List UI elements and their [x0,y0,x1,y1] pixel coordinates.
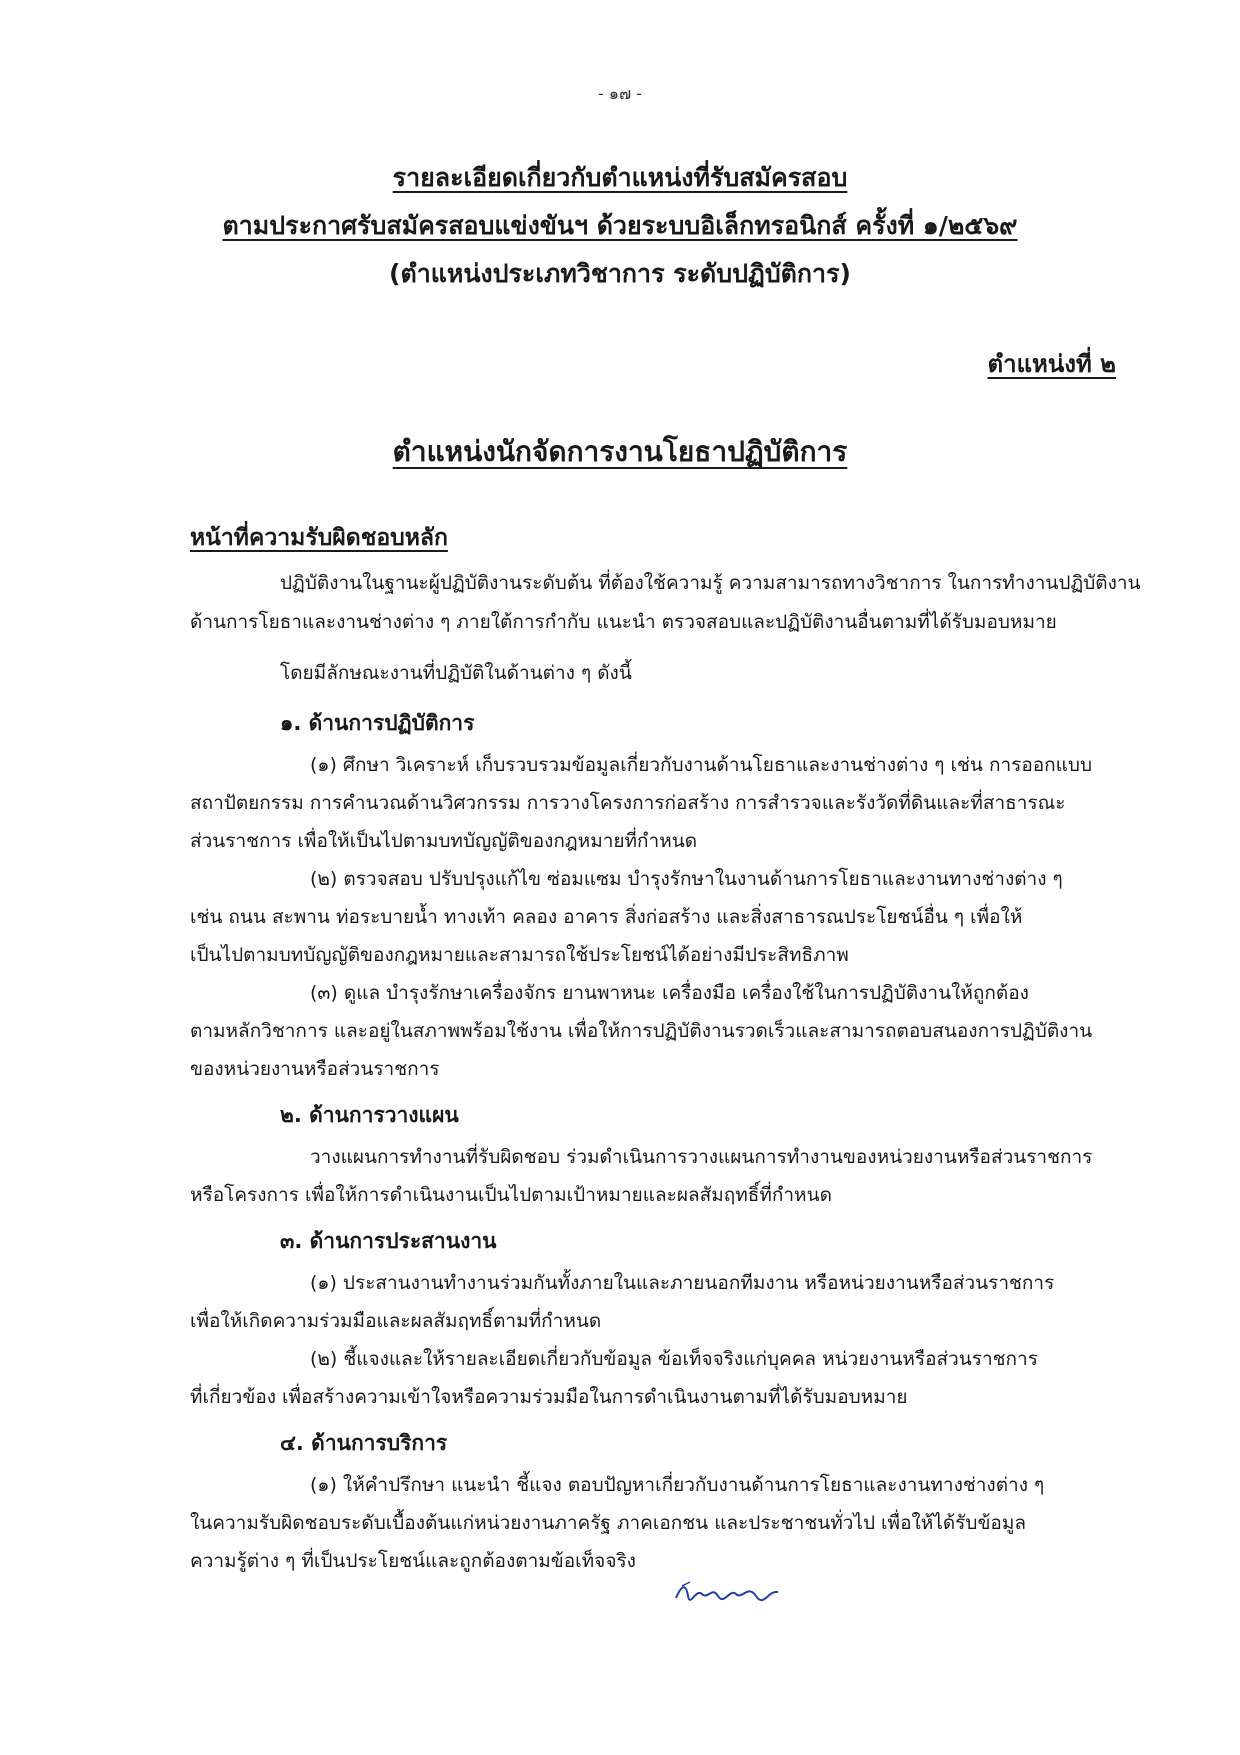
body-line: เช่น ถนน สะพาน ท่อระบายน้ำ ทางเท้า คลอง อาคาร สิ่งก่อสร้าง และสิ่งสาธารณประโยชน์อื่น ๆ เพื่อให้ [190,906,1023,928]
body-line: ตามหลักวิชาการ และอยู่ในสภาพพร้อมใช้งาน เพื่อให้การปฏิบัติงานรวดเร็วและสามารถตอบสนองการปฏิบัติงาน [190,1020,1093,1042]
body-line: ปฏิบัติงานในฐานะผู้ปฏิบัติงานระดับต้น ที่ต้องใช้ความรู้ ความสามารถทางวิชาการ ในการทำงานปฏิบัติงาน [280,572,1141,594]
body-line: ส่วนราชการ เพื่อให้เป็นไปตามบทบัญญัติของกฎหมายที่กำหนด [190,830,698,852]
body-line: เพื่อให้เกิดความร่วมมือและผลสัมฤทธิ์ตามที่กำหนด [190,1310,602,1332]
header-line-3: (ตำแหน่งประเภทวิชาการ ระดับปฏิบัติการ) [389,259,851,288]
body-line: ในความรับผิดชอบระดับเบื้องต้นแก่หน่วยงานภาครัฐ ภาคเอกชน และประชาชนทั่วไป เพื่อให้ได้รับข้อมูล [190,1512,1027,1534]
body-line: สถาปัตยกรรม การคำนวณด้านวิศวกรรม การวางโครงการก่อสร้าง การสำรวจและรังวัดที่ดินและที่สาธารณะ [190,792,1066,814]
header-line-1: รายละเอียดเกี่ยวกับตำแหน่งที่รับสมัครสอบ [392,163,848,192]
section-heading: ๑. ด้านการปฏิบัติการ [280,711,475,735]
body-line: (๑) ประสานงานทำงานร่วมกันทั้งภายในและภายนอกทีมงาน หรือหน่วยงานหรือส่วนราชการ [310,1272,1055,1294]
body-line: ความรู้ต่าง ๆ ที่เป็นประโยชน์และถูกต้องตามข้อเท็จจริง [190,1550,636,1572]
body-line: (๒) ชี้แจงและให้รายละเอียดเกี่ยวกับข้อมูล ข้อเท็จจริงแก่บุคคล หน่วยงานหรือส่วนราชการ [310,1348,1038,1370]
signature-scribble-icon [672,1578,782,1606]
body-line: โดยมีลักษณะงานที่ปฏิบัติในด้านต่าง ๆ ดังนี้ [280,662,632,684]
section-heading: ๔. ด้านการบริการ [280,1431,448,1455]
body-line: ที่เกี่ยวข้อง เพื่อสร้างความเข้าใจหรือความร่วมมือในการดำเนินงานตามที่ได้รับมอบหมาย [190,1386,908,1408]
body-line: เป็นไปตามบทบัญญัติของกฎหมายและสามารถใช้ประโยชน์ได้อย่างมีประสิทธิภาพ [190,944,849,966]
duties-heading: หน้าที่ความรับผิดชอบหลัก [190,525,448,551]
body-line: วางแผนการทำงานที่รับผิดชอบ ร่วมดำเนินการวางแผนการทำงานของหน่วยงานหรือส่วนราชการ [310,1146,1093,1168]
header-line-2: ตามประกาศรับสมัครสอบแข่งขันฯ ด้วยระบบอิเล็กทรอนิกส์ ครั้งที่ ๑/๒๕๖๙ [222,211,1018,240]
body-line: หรือโครงการ เพื่อให้การดำเนินงานเป็นไปตามเป้าหมายและผลสัมฤทธิ์ที่กำหนด [190,1184,832,1206]
position-number: ตำแหน่งที่ ๒ [987,350,1116,378]
body-line: (๑) ให้คำปรึกษา แนะนำ ชี้แจง ตอบปัญหาเกี่ยวกับงานด้านการโยธาและงานทางช่างต่าง ๆ [310,1474,1045,1496]
body-line: (๒) ตรวจสอบ ปรับปรุงแก้ไข ซ่อมแซม บำรุงรักษาในงานด้านการโยธาและงานทางช่างต่าง ๆ [310,868,1063,890]
page-number: - ๑๗ - [598,84,642,103]
body-line: ด้านการโยธาและงานช่างต่าง ๆ ภายใต้การกำกับ แนะนำ ตรวจสอบและปฏิบัติงานอื่นตามที่ได้รับมอบหมาย [190,611,1057,633]
body-line: (๓) ดูแล บำรุงรักษาเครื่องจักร ยานพาหนะ เครื่องมือ เครื่องใช้ในการปฏิบัติงานให้ถูกต้อง [310,982,1029,1004]
body-line: ของหน่วยงานหรือส่วนราชการ [190,1058,440,1080]
position-name: ตำแหน่งนักจัดการงานโยธาปฏิบัติการ [392,435,848,468]
section-heading: ๒. ด้านการวางแผน [280,1103,459,1127]
handwritten-signature [672,1578,782,1610]
body-line: (๑) ศึกษา วิเคราะห์ เก็บรวบรวมข้อมูลเกี่ยวกับงานด้านโยธาและงานช่างต่าง ๆ เช่น การออกแบบ [310,754,1093,776]
section-heading: ๓. ด้านการประสานงาน [280,1229,497,1253]
